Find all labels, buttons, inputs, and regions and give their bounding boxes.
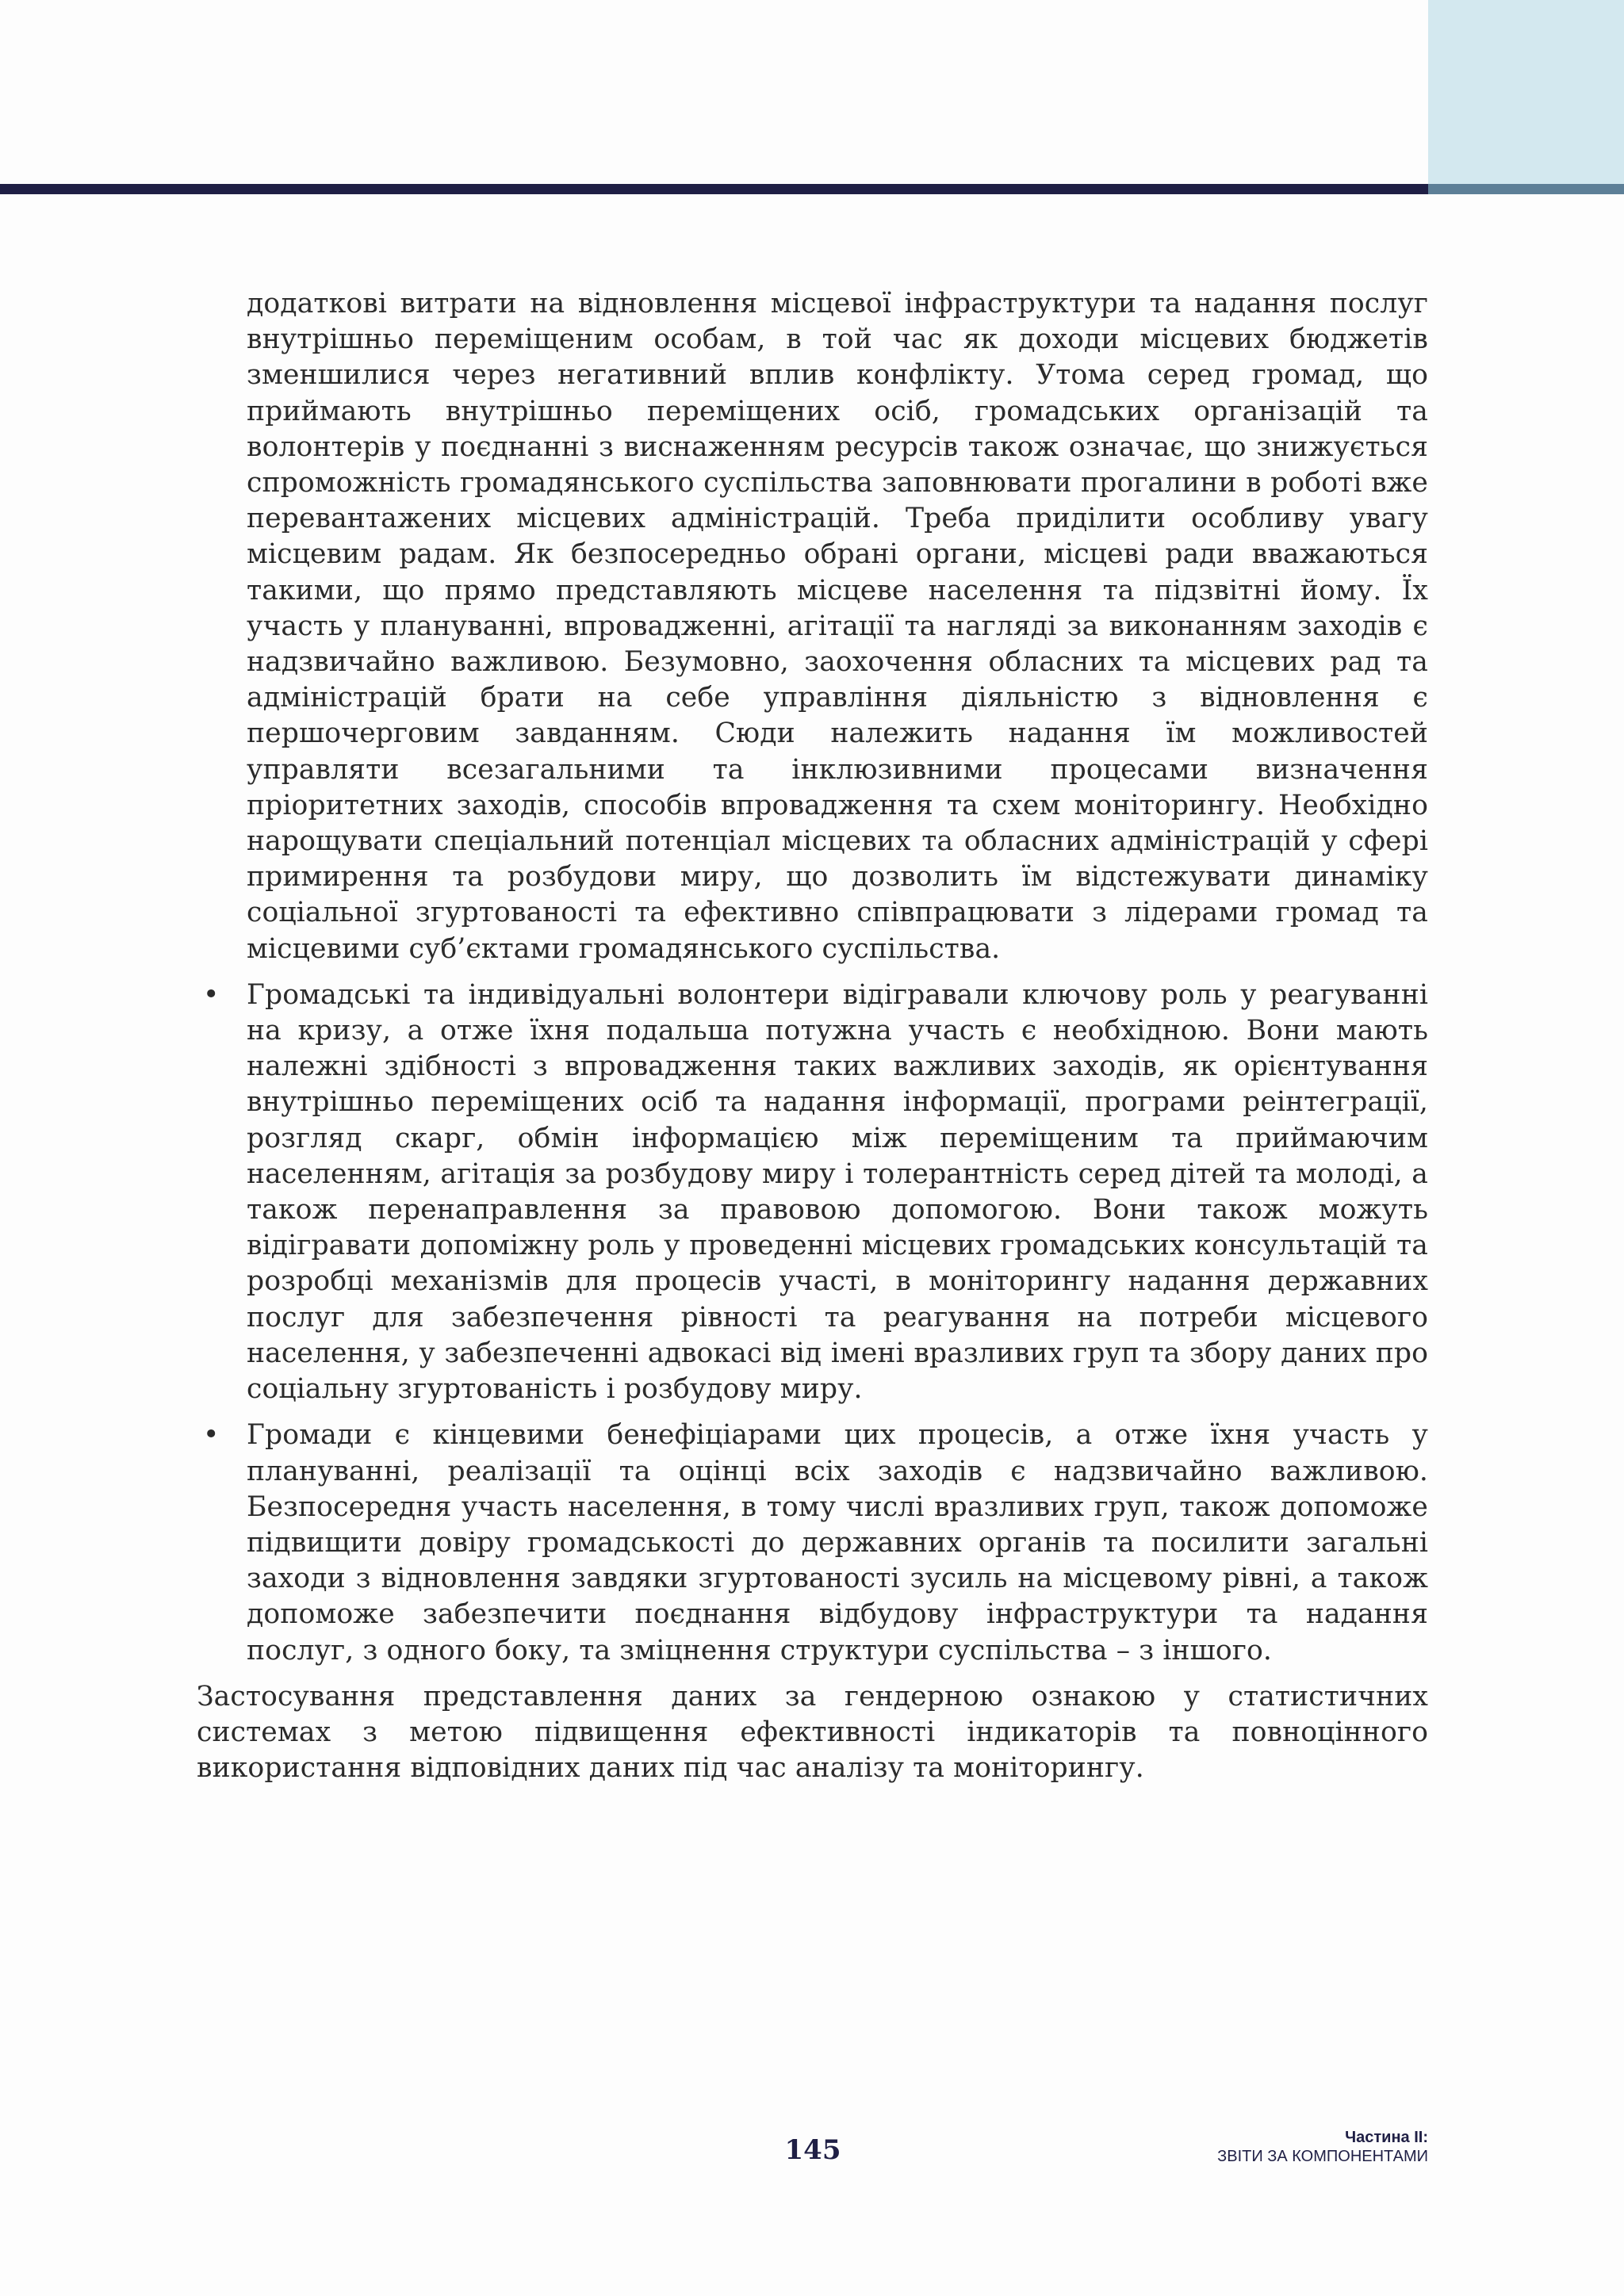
header-corner-block bbox=[1428, 0, 1624, 184]
section-label-subtitle: ЗВІТИ ЗА КОМПОНЕНТАМИ bbox=[1217, 2148, 1428, 2165]
closing-paragraph: Застосування представлення даних за гендерною ознакою у статистичних системах з метою підвищення ефективності індикаторів та повноцінного використання відповідних даних під час аналізу та моніторингу. bbox=[197, 1680, 1428, 1785]
bullet-item-volunteers bbox=[197, 978, 1428, 1407]
bullet-text: Громади є кінцевими бенефіціарами цих процесів, а отже їхня участь у плануванні, реалізації та оцінці всіх заходів є надзвичайно важливою. Безпосередня участь населення, в тому числі вразливих груп, також допоможе підвищити довіру громадськості до державних органів та посилити загальні заходи з відновлення завдяки згуртованості зусиль на місцевому рівні, а також допоможе забезпечити поєднання відбудову інфраструктури та надання послуг, з одного боку, та зміцнення структури суспільства – з іншого. bbox=[247, 1419, 1428, 1667]
section-label bbox=[1217, 2128, 1428, 2166]
bullet-marker: • bbox=[203, 1419, 220, 1452]
section-label-title: Частина II: bbox=[1345, 2129, 1428, 2146]
bullet-marker: • bbox=[203, 978, 220, 1011]
header-bar bbox=[0, 184, 1428, 194]
continuation-paragraph: додаткові витрати на відновлення місцевої інфраструктури та надання послуг внутрішньо переміщеним особам, в той час як доходи місцевих бюджетів зменшилися через негативний вплив конфлікту. Утома серед громад, що приймають внутрішньо переміщених осіб, громадських організацій та волонтерів у поєднанні з виснаженням ресурсів також означає, що знижується спроможність громадянського суспільства заповнювати прогалини в роботі вже перевантажених місцевих адміністрацій. Треба приділити особливу увагу місцевим радам. Як безпосередньо обрані органи, місцеві ради вважаються такими, що прямо представляють місцеве населення та підзвітні йому. Їх участь у плануванні, впровадженні, агітації та нагляді за виконанням заходів є надзвичайно важливою. Безумовно, заохочення обласних та місцевих рад та адміністрацій брати на себе управління діяльністю з відновлення є першочерговим завданням. Сюди належить надання їм можливостей управляти всезагальними та інклюзивними процесами визначення пріоритетних заходів, способів впровадження та схем моніторингу. Необхідно нарощувати спеціальний потенціал місцевих та обласних адміністрацій у сфері примирення та розбудови миру, що дозволить їм відстежувати динаміку соціальної згуртованості та ефективно співпрацювати з лідерами громад та місцевими суб’єктами громадянського суспільства. bbox=[247, 288, 1428, 965]
header-bar-accent bbox=[1428, 184, 1624, 194]
bullet-item-communities bbox=[197, 1418, 1428, 1668]
page-body bbox=[197, 286, 1428, 1786]
page-number: 145 bbox=[784, 2134, 841, 2166]
bullet-text: Громадські та індивідуальні волонтери відігравали ключову роль у реагуванні на кризу, а отже їхня подальша потужна участь є необхідною. Вони мають належні здібності з впровадження таких важливих заходів, як орієнтування внутрішньо переміщених осіб та надання інформації, програми реінтеграції, розгляд скарг, обмін інформацією між переміщеним та приймаючим населенням, агітація за розбудову миру і толерантність серед дітей та молоді, а також перенаправлення за правовою допомогою. Вони також можуть відігравати допоміжну роль у проведенні місцевих громадських консультацій та розробці механізмів для процесів участі, в моніторингу надання державних послуг для забезпечення рівності та реагування на потреби місцевого населення, у забезпеченні адвокасі від імені вразливих груп та збору даних про соціальну згуртованість і розбудову миру. bbox=[247, 978, 1428, 1406]
